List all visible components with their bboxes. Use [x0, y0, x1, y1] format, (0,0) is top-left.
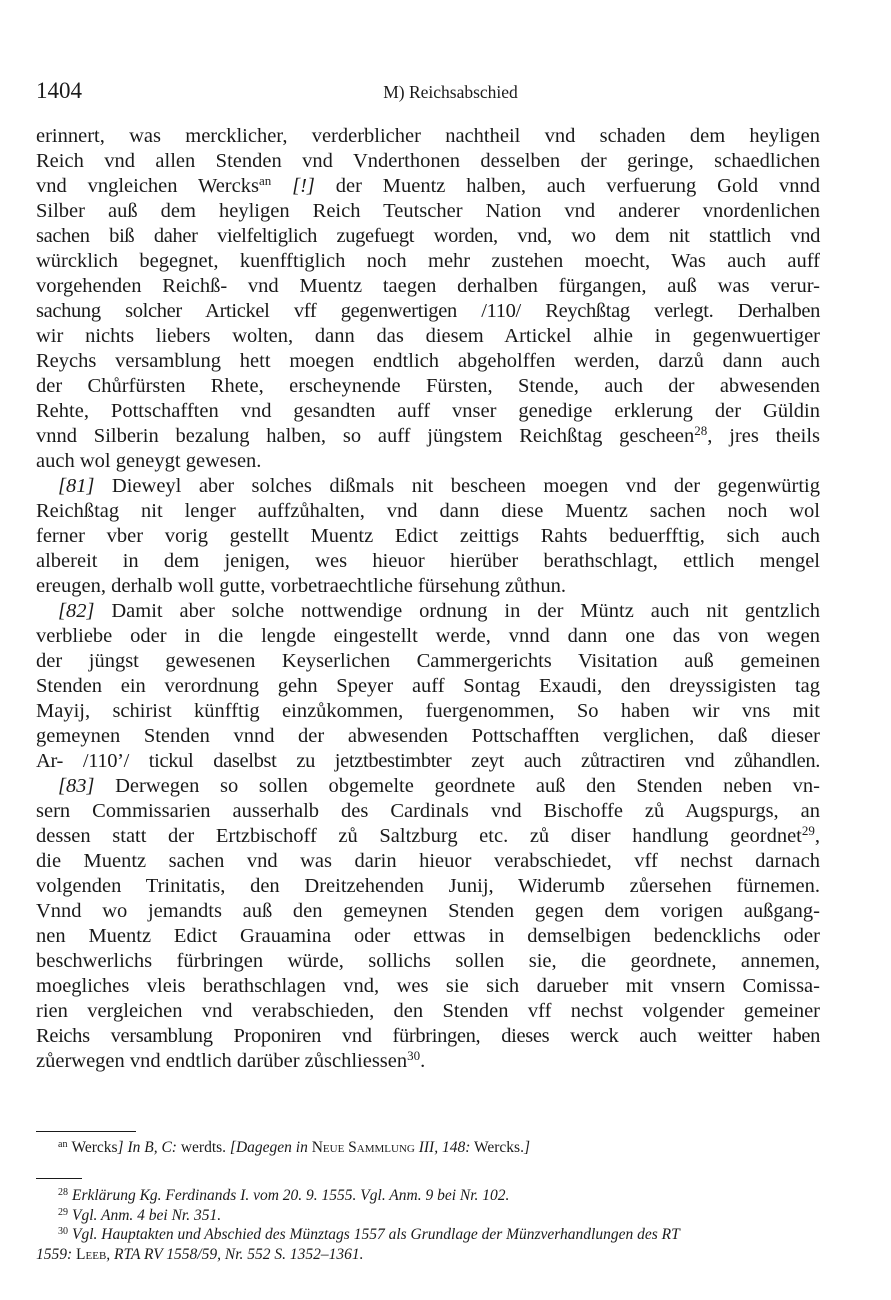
textual-notes [36, 1138, 836, 1158]
text-line [36, 624, 820, 649]
text-line [36, 224, 820, 249]
text-run: ferner vber vorig gestellt Muentz Edict zeittigs Rahts beduerfftig, sich auch [36, 525, 820, 547]
text-line [36, 574, 820, 599]
text-line [36, 774, 820, 799]
text-line [36, 324, 820, 349]
text-line [36, 974, 820, 999]
text-run: auch wol geneygt gewesen. [36, 450, 262, 472]
small-caps-text: Neue Sammlung [311, 1139, 415, 1156]
text-run: , jres theils [707, 425, 821, 447]
text-run: Reich vnd allen Stenden vnd Vnderthonen desselben der geringe, schaedlichen [36, 150, 820, 172]
text-line [36, 549, 820, 574]
italic-text: [83] [58, 775, 95, 797]
text-line [36, 599, 820, 624]
running-title: M) Reichsabschied [383, 82, 518, 102]
text-run: sachung solcher Artickel vff gegenwertigen /110/ Reychßtag verlegt. Derhalben [36, 300, 820, 322]
text-run: erinnert, was mercklicher, verderblicher nachtheil vnd schaden dem heyligen [36, 125, 820, 147]
text-run: Silber auß dem heyligen Reich Teutscher Nation vnd anderer vnordenlichen [36, 200, 820, 222]
note-reference: 29 [801, 823, 815, 838]
text-line [36, 949, 820, 974]
text-run: sachen biß daher vielfeltiglich zugefuegt worden, vnd, wo dem nit stattlich vnd [36, 225, 820, 247]
italic-text: Vgl. Hauptakten und Abschied des Münztags 1557 als Grundlage der Münzverhandlungen des RT [72, 1226, 680, 1243]
italic-text: [82] [58, 600, 95, 622]
note-reference: an [258, 173, 272, 188]
text-line [36, 999, 820, 1024]
text-run: Ar- /110’/ tickul daselbst zu jetztbestimbter zeyt auch zůtractiren vnd zůhandlen. [36, 750, 820, 772]
small-caps-text: Leeb [76, 1245, 107, 1263]
text-line [36, 299, 820, 324]
text-run: Wercks [71, 1139, 118, 1156]
note-reference: 28 [694, 423, 708, 438]
text-run: Vnnd wo jemandts auß den gemeynen Stenden gegen dem vorigen außgang- [36, 900, 820, 922]
text-line [36, 824, 820, 849]
text-run: zůerwegen vnd endtlich darüber zůschliessen [36, 1050, 408, 1072]
text-line [36, 1049, 820, 1074]
text-line [36, 924, 820, 949]
text-run: Stenden ein verordnung gehn Speyer auff Sontag Exaudi, den dreyssigisten tag [36, 675, 820, 697]
footnote [36, 1206, 836, 1226]
footnote-marker: 30 [58, 1226, 68, 1237]
note-reference: 30 [407, 1048, 421, 1063]
text-run: verbliebe oder in die lengde eingestellt werde, vnnd dann one das von wegen [36, 625, 820, 647]
paragraph [36, 474, 820, 599]
text-run: Dieweyl aber solches dißmals nit bescheen moegen vnd der gegenwürtig [94, 475, 820, 497]
text-run: der Muentz halben, auch verfuerung Gold vnnd [314, 175, 820, 197]
text-line [36, 674, 820, 699]
footnote [36, 1245, 836, 1265]
text-run: ereugen, derhalb woll gutte, vorbetraechtliche fürsehung zůthun. [36, 575, 566, 597]
text-run: wir nichts liebers wolten, dann das diesem Artickel alhie in gegenwuertiger [36, 325, 820, 347]
text-line [36, 899, 820, 924]
text-run: werdts. [176, 1139, 230, 1156]
text-run: Rehte, Pottschafften vnd gesandten auff vnser genedige erklerung der Güldin [36, 400, 820, 422]
text-run: der jüngst gewesenen Keyserlichen Cammergerichts Visitation auß gemeinen [36, 650, 820, 672]
text-run: Wercks. [470, 1139, 524, 1156]
text-run: Reychs versamblung hett moegen endtlich abgeholffen werden, darzů dann auch [36, 350, 820, 372]
italic-text: [81] [58, 475, 95, 497]
text-run: . [420, 1050, 426, 1072]
footnotes [36, 1186, 836, 1264]
text-line [36, 424, 820, 449]
paragraph [36, 124, 820, 474]
text-run: würcklich begegnet, kuenfftiglich noch mehr zustehen moecht, Was auch auff [36, 250, 820, 272]
text-line [36, 474, 820, 499]
text-run: sern Commissarien ausserhalb des Cardinals vnd Bischoffe zů Augspurgs, an [36, 800, 820, 822]
text-run: Mayij, schirist künfftig einzůkommen, fuergenommen, So haben wir vns mit [36, 700, 820, 722]
italic-text: ] In B, C: [117, 1139, 177, 1156]
text-run: Reichßtag nit lenger auffzůhalten, vnd dann diese Muentz sachen noch wol [36, 500, 820, 522]
text-line [36, 274, 820, 299]
text-run: albereit in dem jenigen, wes hieuor hierüber berathschlagt, ettlich mengel [36, 550, 820, 572]
text-run: gemeynen Stenden vnnd der abwesenden Pottschafften verglichen, daß dieser [36, 725, 820, 747]
text-line [36, 199, 820, 224]
text-line [36, 499, 820, 524]
footnote [36, 1186, 836, 1206]
text-line [36, 849, 820, 874]
text-run: rien vergleichen vnd verabschieden, den Stenden vff nechst volgender gemeiner [36, 1000, 820, 1022]
text-run: beschwerlichs fürbringen würde, sollichs sollen sie, die geordnete, annemen, [36, 950, 820, 972]
text-run: moegliches vleis berathschlagen vnd, wes sie sich darueber mit vnsern Comissa- [36, 975, 820, 997]
text-line [36, 374, 820, 399]
italic-text: [Dagegen in [229, 1139, 312, 1156]
text-run: die Muentz sachen vnd was darin hieuor verabschiedet, vff nechst darnach [36, 850, 820, 872]
text-line [36, 524, 820, 549]
paragraph [36, 599, 820, 774]
text-line [36, 874, 820, 899]
text-line [36, 699, 820, 724]
text-run: dessen statt der Ertzbischoff zů Saltzburg etc. zů diser handlung geordnet [36, 825, 802, 847]
text-line [36, 349, 820, 374]
footnote [36, 1225, 836, 1245]
text-run: , [814, 825, 820, 847]
text-line [36, 149, 820, 174]
text-line [36, 749, 820, 774]
paragraph [36, 774, 820, 1074]
footnote-marker: 29 [58, 1206, 68, 1218]
text-run: der Chůrfürsten Rhete, erscheynende Fürsten, Stende, auch der abwesenden [36, 375, 820, 397]
text-line [36, 399, 820, 424]
footnote-marker: 28 [58, 1187, 68, 1198]
text-run: Derwegen so sollen obgemelte geordnete auß den Stenden neben vn- [94, 775, 820, 797]
text-run: vorgehenden Reichß- vnd Muentz taegen derhalben fürgangen, auß was verur- [36, 275, 820, 297]
italic-text: Vgl. Anm. 4 bei Nr. 351. [72, 1206, 222, 1224]
italic-text: ] [523, 1139, 530, 1156]
note-marker: an [58, 1139, 68, 1150]
text-line [36, 799, 820, 824]
text-run: vnd vngleichen Wercks [36, 175, 259, 197]
text-line [36, 649, 820, 674]
footnotes-rule [36, 1178, 82, 1179]
text-line [36, 449, 820, 474]
italic-text: [!] [292, 175, 315, 197]
text-run [271, 175, 292, 197]
italic-text: 1559: [36, 1245, 77, 1263]
italic-text: Erklärung Kg. Ferdinands I. vom 20. 9. 1555. Vgl. Anm. 9 bei Nr. 102. [72, 1187, 510, 1204]
text-run: nen Muentz Edict Grauamina oder ettwas in demselbigen bedencklichs oder [36, 925, 820, 947]
main-text [36, 124, 820, 1074]
italic-text: III, 148: [414, 1139, 471, 1156]
text-run: volgenden Trinitatis, den Dreitzehenden Junij, Widerumb zůersehen fürnemen. [36, 875, 820, 897]
text-run: Reichs versamblung Proponiren vnd fürbringen, dieses werck auch weitter haben [36, 1025, 820, 1047]
text-line [36, 724, 820, 749]
text-line [36, 174, 820, 199]
text-run: vnnd Silberin bezalung halben, so auff jüngstem Reichßtag gescheen [36, 425, 695, 447]
page-number: 1404 [36, 78, 82, 103]
textual-notes-rule [36, 1131, 136, 1132]
text-line [36, 1024, 820, 1049]
text-line [36, 124, 820, 149]
textual-note [36, 1138, 836, 1158]
text-run: Damit aber solche nottwendige ordnung in der Müntz auch nit gentzlich [94, 600, 820, 622]
italic-text: , RTA RV 1558/59, Nr. 552 S. 1352–1361. [106, 1245, 364, 1263]
text-line [36, 249, 820, 274]
